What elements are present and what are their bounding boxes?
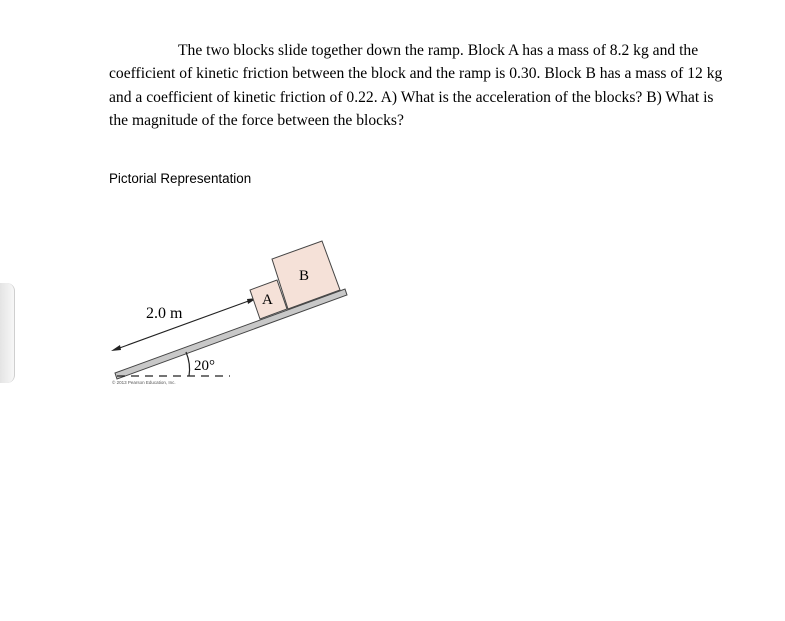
block-b-label: B <box>299 268 310 284</box>
angle-label: 20° <box>194 358 215 374</box>
length-label: 2.0 m <box>146 305 183 322</box>
ramp <box>115 289 347 379</box>
angle-arc <box>186 352 190 376</box>
problem-statement: The two blocks slide together down the ramp. Block A has a mass of 8.2 kg and the coefficient of kinetic friction between the block and the ramp is 0.30. Block B has a mass of 12 kg and a coefficient of kinetic friction of 0.22. A) What is the acceleration of the blocks? B) What is the magnitude of the force between the blocks? <box>109 42 723 130</box>
length-arrow <box>114 299 254 350</box>
section-label: Pictorial Representation <box>109 171 252 186</box>
arrowhead-left <box>111 345 121 351</box>
block-a-label: A <box>262 292 273 308</box>
copyright-text: © 2013 Pearson Education, Inc. <box>112 380 176 385</box>
